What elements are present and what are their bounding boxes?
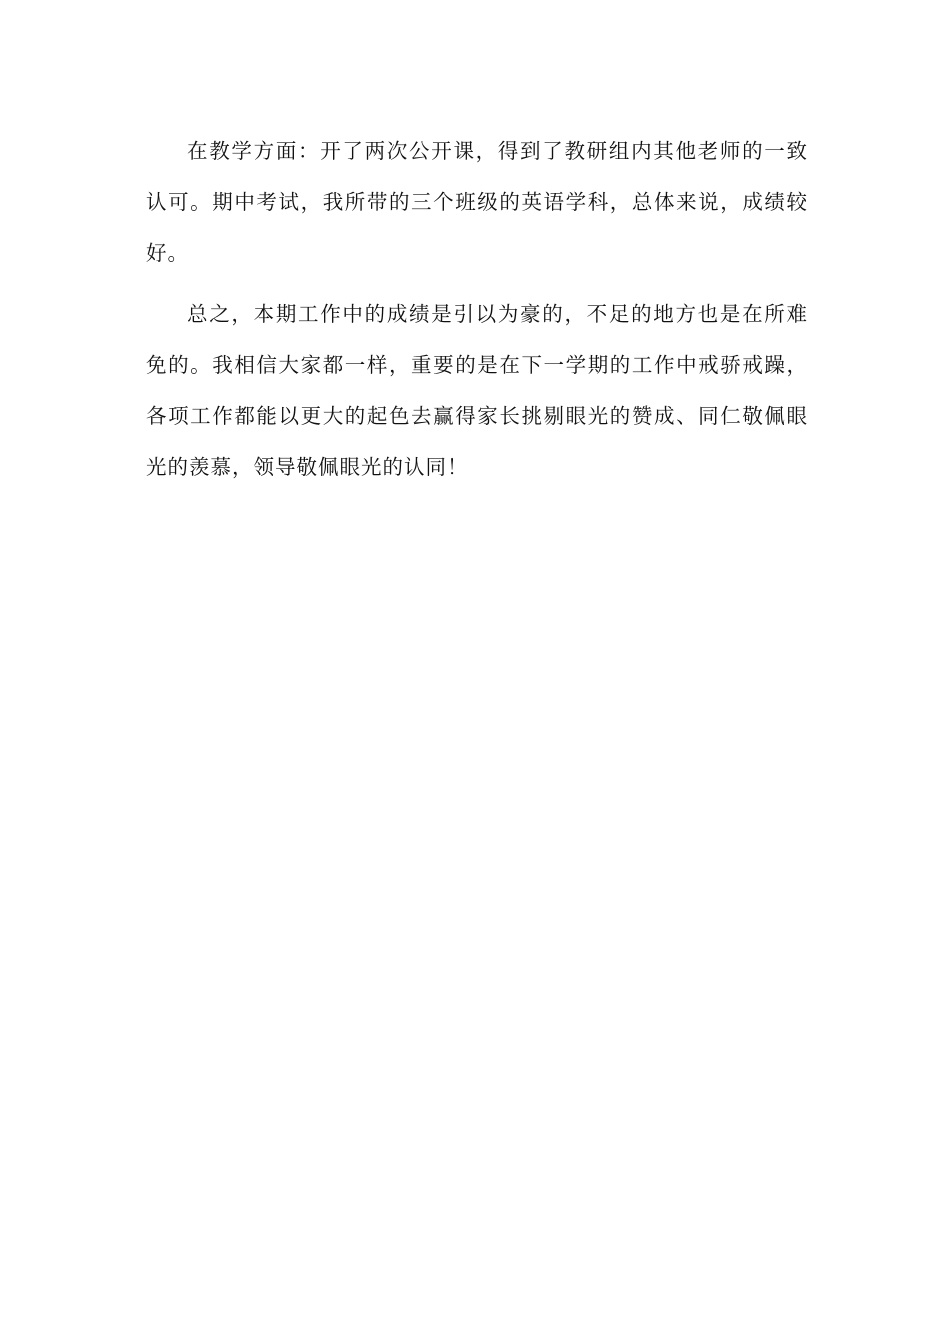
paragraph-teaching: 在教学方面：开了两次公开课，得到了教研组内其他老师的一致认可。期中考试，我所带的三个班级的英语学科，总体来说，成绩较好。 [146,139,808,265]
document-body [146,126,808,503]
paragraph-summary: 总之，本期工作中的成绩是引以为豪的，不足的地方也是在所难免的。我相信大家都一样，重要的是在下一学期的工作中戒骄戒躁，各项工作都能以更大的起色去赢得家长挑剔眼光的赞成、同仁敬佩眼光的羡慕，领导敬佩眼光的认同！ [146,302,808,479]
